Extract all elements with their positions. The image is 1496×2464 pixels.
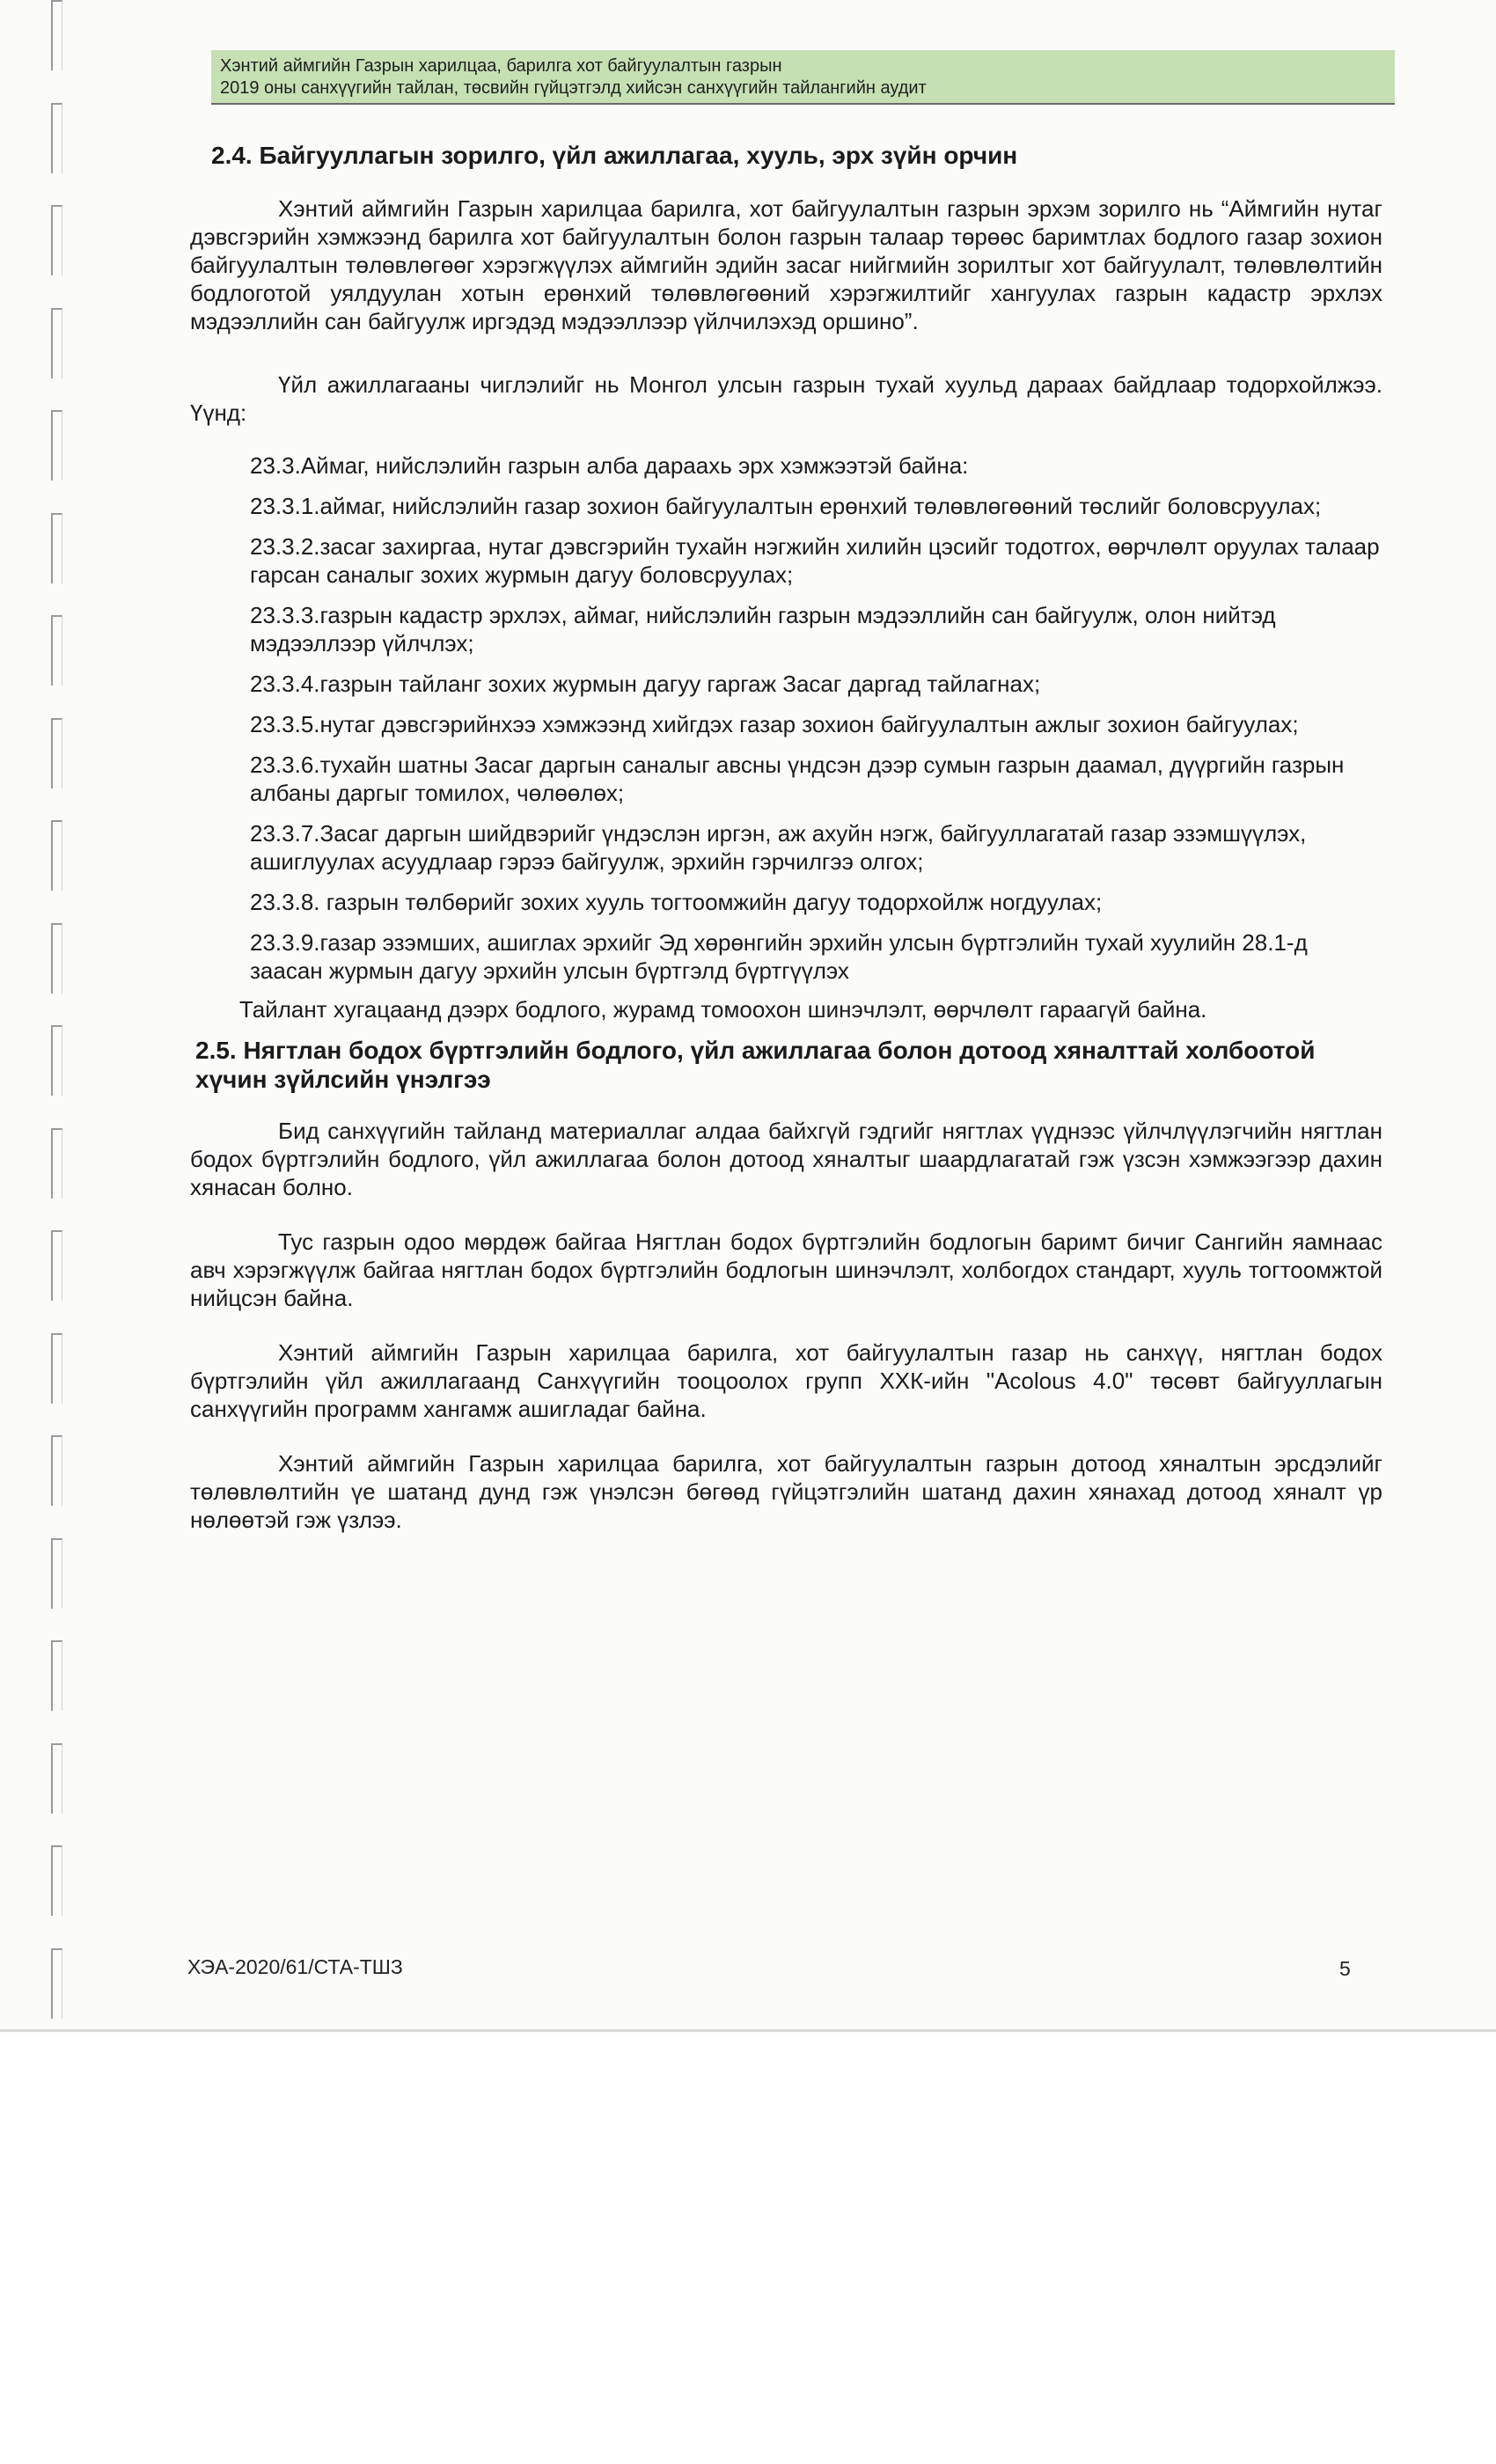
binding-hole-11 [51,1025,62,1096]
binding-hole-3 [51,205,62,275]
binding-hole-12 [51,1128,62,1199]
document-code: ХЭА-2020/61/СТА-ТШЗ [187,1955,403,1978]
binding-hole-6 [51,513,62,583]
binding-hole-16 [51,1538,62,1609]
law-item-23-3-3: 23.3.3.газрын кадастр эрхлэх, аймаг, нийслэлийн газрын мэдээллийн сан байгуулж, олон нийтэд мэдээллээр үйлчлэх; [250,602,1276,656]
section-2-5-paragraph-3: Хэнтий аймгийн Газрын харилцаа барилга, хот байгуулалтын газар нь санхүү, нягтлан бодох бүртгэлийн үйл ажиллагаанд Санхүүгийн тооцоолох групп ХХК-ийн "Acolous 4.0" төсөвт байгууллагын санхүүгийн программ хангамж ашигладаг байна. [190,1339,1382,1422]
binding-hole-19 [51,1845,62,1916]
running-header [211,50,1395,105]
section-2-5-heading: 2.5. Нягтлан бодох бүртгэлийн бодлого, үйл ажиллагаа болон дотоод хяналттай холбоотой хүчин зүйлсийн үнэлгээ [195,1037,1316,1093]
section-2-4-paragraph-1: Хэнтий аймгийн Газрын харилцаа барилга, хот байгуулалтын газрын эрхэм зорилго нь “Аймгийн нутаг дэвсгэрийн хэмжээнд барилга хот байгуулалтын болон газрын талаар төрөөс баримтлах бодлого газар зохион байгуулалтын төлөвлөгөөг хэрэгжүүлэх аймгийн эдийн засаг нийгмийн зорилтыг хот байгуулалт, төлөвлөлтийн бодлоготой уялдуулан хотын ерөнхий төлөвлөгөөний хэрэгжилтийг хангуулах газрын кадастр эрхлэх мэдээллийн сан байгуулж иргэдэд мэдээллээр үйлчилэхэд оршино”. [190,195,1382,334]
section-2-5-paragraph-1: Бид санхүүгийн тайланд материаллаг алдаа байхгүй гэдгийг нягтлах үүднээс үйлчлүүлэгчийн нягтлан бодох бүртгэлийн бодлого, үйл ажиллагаа болон дотоод хяналтыг шаардлагатай гэж үзсэн хэмжээгээр дахин хянасан болно. [190,1118,1382,1200]
section-2-4-heading: 2.4. Байгууллагын зорилго, үйл ажиллагаа, хууль, эрх зүйн орчин [211,142,1018,169]
binding-hole-18 [51,1743,62,1814]
binding-hole-5 [51,410,62,480]
binding-hole-4 [51,308,62,378]
binding-hole-8 [51,718,62,788]
page-bottom-edge [0,2029,1496,2032]
section-2-5-paragraph-2: Тус газрын одоо мөрдөж байгаа Нягтлан бодох бүртгэлийн бодлогын баримт бичиг Сангийн яамнаас авч хэрэгжүүлж байгаа нягтлан бодох бүртгэлийн бодлогын шинэчлэлт, холбогдох стандарт, хууль тогтоомжтой нийцсэн байна. [190,1228,1382,1311]
binding-hole-2 [51,103,62,173]
binding-hole-17 [51,1640,62,1711]
law-item-23-3-9: 23.3.9.газар эзэмших, ашиглах эрхийг Эд хөрөнгийн эрхийн улсын бүртгэлийн тухай хуулийн 28.1-д заасан журмын дагуу эрхийн улсын бүртгэлд бүртгүүлэх [250,929,1308,984]
law-item-23-3-5: 23.3.5.нутаг дэвсгэрийнхээ хэмжээнд хийгдэх газар зохион байгуулалтын ажлыг зохион байгуулах; [250,711,1299,737]
binding-strip [0,0,101,2033]
law-item-23-3-4: 23.3.4.газрын тайланг зохих журмын дагуу гаргаж Засаг даргад тайлагнах; [250,671,1041,697]
law-item-23-3-7: 23.3.7.Засаг даргын шийдвэрийг үндэслэн иргэн, аж ахуйн нэгж, байгууллагатай газар эзэмшүүлэх, ашиглуулах асуудлаар гэрээ байгуулж, эрхийн гэрчилгээ олгох; [250,820,1307,875]
section-2-4-paragraph-2: Үйл ажиллагааны чиглэлийг нь Монгол улсын газрын тухай хуульд дараах байдлаар тодорхойлжээ. Үүнд: [190,371,1382,426]
header-line-2: 2019 оны санхүүгийн тайлан, төсвийн гүйцэтгэлд хийсэн санхүүгийн тайлангийн аудит [220,78,927,98]
law-item-23-3-6: 23.3.6.тухайн шатны Засаг даргын саналыг авсны үндсэн дээр сумын газрын даамал, дүүргийн газрын албаны даргыг томилох, чөлөөлөх; [250,752,1345,806]
law-item-23-3-2: 23.3.2.засаг захиргаа, нутаг дэвсгэрийн тухайн нэгжийн хилийн цэсийг тодотгох, өөрчлөлт оруулах талаар гарсан саналыг зохих журмын дагуу боловсруулах; [250,533,1380,588]
law-item-23-3: 23.3.Аймаг, нийслэлийн газрын алба дараахь эрх хэмжээтэй байна: [250,452,969,479]
binding-hole-7 [51,615,62,686]
binding-hole-10 [51,923,62,994]
law-item-23-3-1: 23.3.1.аймаг, нийслэлийн газар зохион байгуулалтын ерөнхий төлөвлөгөөний төслийг боловсруулах; [250,493,1322,519]
page-number: 5 [1339,1957,1351,1980]
binding-hole-9 [51,820,62,891]
binding-hole-1 [51,0,62,70]
document-body [190,141,1382,1534]
binding-hole-15 [51,1435,62,1506]
header-line-1: Хэнтий аймгийн Газрын харилцаа, барилга хот байгуулалтын газрын [220,56,782,76]
binding-hole-14 [51,1333,62,1404]
binding-hole-20 [51,1948,62,2019]
section-2-4-closing: Тайлант хугацаанд дээрх бодлого, журамд томоохон шинэчлэлт, өөрчлөлт гараагүй байна. [239,996,1207,1023]
law-item-23-3-8: 23.3.8. газрын төлбөрийг зохих хууль тогтоомжийн дагуу тодорхойлж ногдуулах; [250,889,1103,915]
section-2-5-paragraph-4: Хэнтий аймгийн Газрын харилцаа барилга, хот байгуулалтын газрын дотоод хяналтын эрсдэлийг төлөвлөлтийн үе шатанд дунд гэж үнэлсэн бөгөөд гүйцэтгэлийн шатанд дахин хянахад дотоод хяналт үр нөлөөтэй гэж үзлээ. [190,1450,1382,1533]
binding-hole-13 [51,1230,62,1301]
